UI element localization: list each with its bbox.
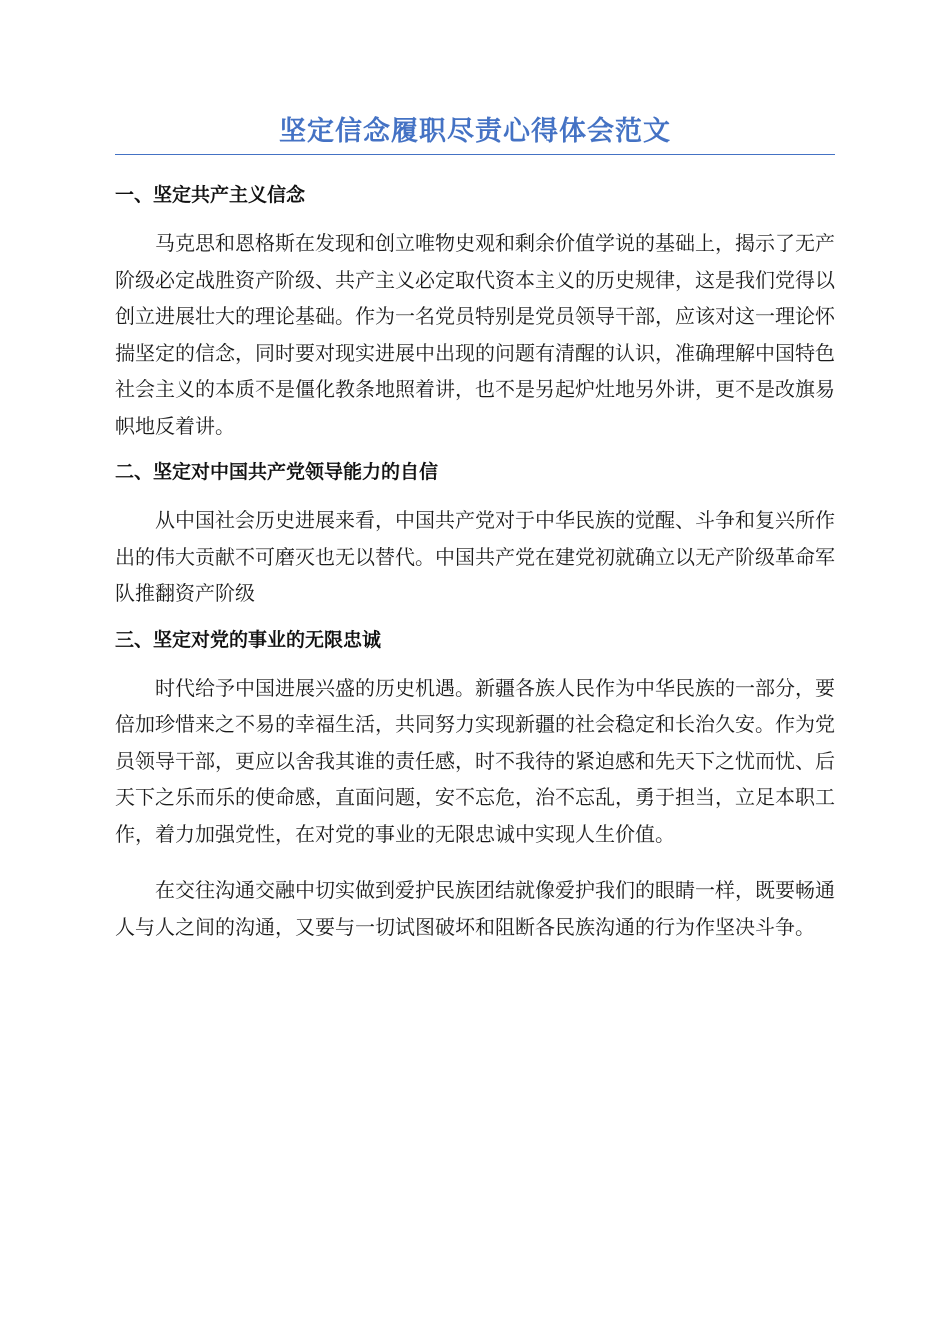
section-paragraph: 马克思和恩格斯在发现和创立唯物史观和剩余价值学说的基础上，揭示了无产阶级必定战胜资产阶级、共产主义必定取代资本主义的历史规律，这是我们党得以创立进展壮大的理论基础。作为一名党员特别是党员领导干部，应该对这一理论怀揣坚定的信念，同时要对现实进展中出现的问题有清醒的认识，准确理解中国特色社会主义的本质不是僵化教条地照着讲，也不是另起炉灶地另外讲，更不是改旗易帜地反着讲。 (115, 231, 835, 438)
document-page (115, 112, 835, 959)
section-1 (115, 181, 835, 444)
section-3 (115, 626, 835, 946)
section-paragraph: 时代给予中国进展兴盛的历史机遇。新疆各族人民作为中华民族的一部分，要倍加珍惜来之不易的幸福生活，共同努力实现新疆的社会稳定和长治久安。作为党员领导干部，更应以舍我其谁的责任感，时不我待的紧迫感和先天下之忧而忧、后天下之乐而乐的使命感，直面问题，安不忘危，治不忘乱，勇于担当，立足本职工作，着力加强党性，在对党的事业的无限忠诚中实现人生价值。 (115, 675, 835, 846)
section-2 (115, 458, 835, 612)
section-heading: 一、坚定共产主义信念 (115, 184, 306, 206)
section-heading: 三、坚定对党的事业的无限忠诚 (115, 628, 382, 651)
document-title: 坚定信念履职尽责心得体会范文 (279, 116, 671, 147)
section-heading: 二、坚定对中国共产党领导能力的自信 (115, 461, 439, 483)
section-paragraph: 从中国社会历史进展来看，中国共产党对于中华民族的觉醒、斗争和复兴所作出的伟大贡献不可磨灭也无以替代。中国共产党在建党初就确立以无产阶级革命军队推翻资产阶级 (115, 508, 835, 605)
title-underline (115, 154, 835, 155)
section-paragraph: 在交往沟通交融中切实做到爱护民族团结就像爱护我们的眼睛一样，既要畅通人与人之间的沟通，又要与一切试图破坏和阻断各民族沟通的行为作坚决斗争。 (115, 878, 835, 939)
